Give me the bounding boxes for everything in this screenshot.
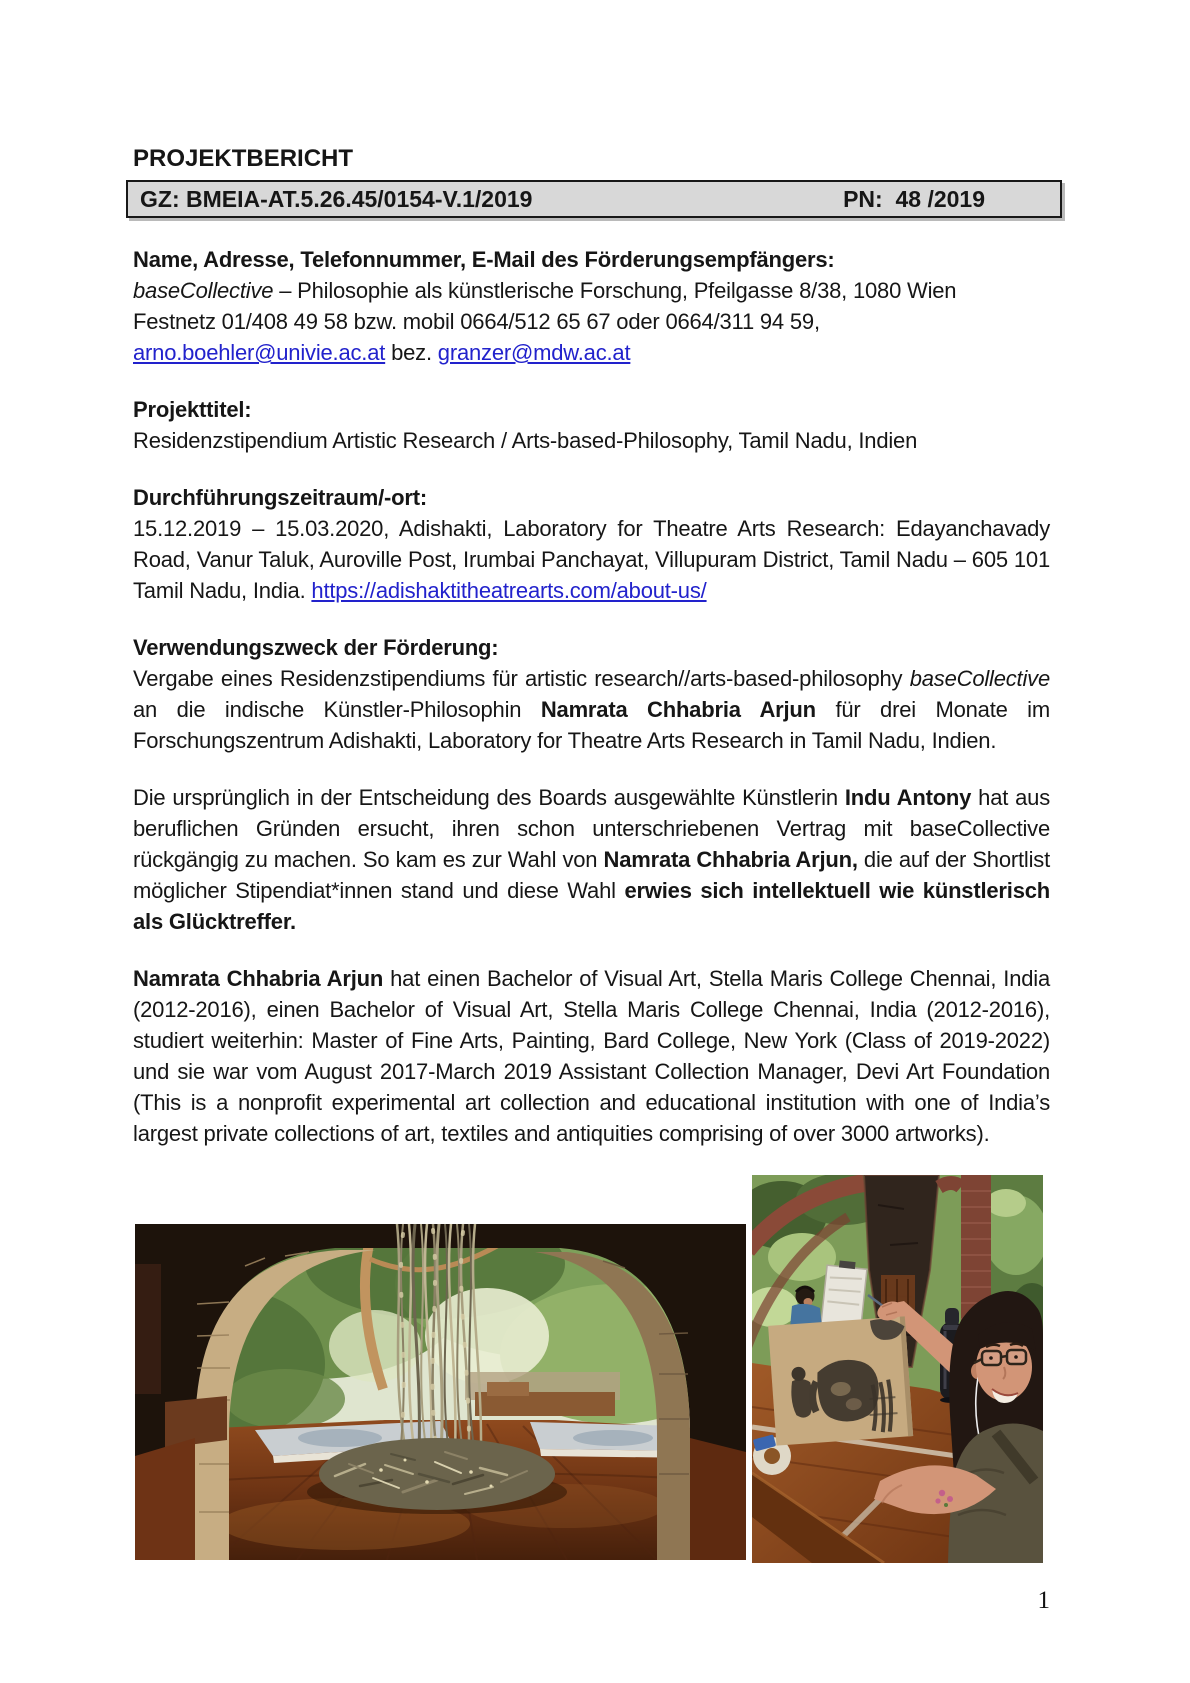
email-link-granzer[interactable]: granzer@mdw.ac.at — [437, 340, 631, 365]
purpose-heading: Verwendungszweck der Förderung: — [133, 635, 499, 660]
recipient-org: baseCollective — [133, 278, 274, 303]
recipient-heading: Name, Adresse, Telefonnummer, E-Mail des Förderungsempfängers: — [133, 247, 835, 272]
purpose-text: Vergabe eines Residenzstipendiums für artistic research//arts-based-philosophy baseCollective an die indische Künstler-Philosophin Namrata Chhabria Arjun für drei Monate im Forschungszentrum Adishakti, Laboratory for Theatre Arts Research in Tamil Nadu, Indien. — [133, 666, 1050, 753]
project-title-section — [133, 394, 1050, 456]
pn-number: PN: 48 /2019 — [843, 185, 985, 212]
change-section — [133, 782, 1050, 937]
project-title-heading: Projekttitel: — [133, 397, 252, 422]
gz-number: GZ: BMEIA-AT.5.26.45/0154-V.1/2019 — [140, 185, 533, 212]
project-title-text: Residenzstipendium Artistic Research / Arts-based-Philosophy, Tamil Nadu, Indien — [133, 428, 918, 453]
sculpture-photo-art — [135, 1224, 746, 1560]
bio-text: Namrata Chhabria Arjun hat einen Bachelor of Visual Art, Stella Maris College Chennai, India (2012-2016), einen Bachelor of Visual Art, Stella Maris College Chennai, India (2012-2016), studiert weiterhin: Master of Fine Arts, Painting, Bard College, New York (Class of 2019-2022) und sie war vom August 2017-March 2019 Assistant Collection Manager, Devi Art Foundation (This is a nonprofit experimental art collection and educational institution with one of India’s largest private collections of art, textiles and antiquities comprising of over 3000 artworks). — [133, 966, 1050, 1146]
period-text: 15.12.2019 – 15.03.2020, Adishakti, Laboratory for Theatre Arts Research: Edayanchavady Road, Vanur Taluk, Auroville Post, Irumbai Panchayat, Villupuram District, Tamil Nadu – 605 101 Tamil Nadu, India. https://adishaktitheatrearts.com/about-us/ — [133, 516, 1050, 603]
artist-photo — [752, 1175, 1043, 1563]
previous-artist-name: Indu Antony — [844, 785, 972, 810]
reference-box — [126, 180, 1062, 218]
artist-name: Namrata Chhabria Arjun — [540, 697, 816, 722]
period-heading: Durchführungszeitraum/-ort: — [133, 485, 428, 510]
email-link-arno[interactable]: arno.boehler@univie.ac.at — [133, 340, 386, 365]
purpose-section — [133, 632, 1050, 756]
recipient-phone: Festnetz 01/408 49 58 bzw. mobil 0664/512 65 67 oder 0664/311 94 59, — [133, 309, 820, 334]
photo-row — [133, 1175, 1050, 1565]
bio-section — [133, 963, 1050, 1149]
page-number: 1 — [1037, 1587, 1050, 1614]
recipient-section — [133, 244, 1050, 368]
sculpture-photo — [135, 1224, 746, 1560]
page-title: PROJEKTBERICHT — [133, 145, 354, 172]
recipient-text: baseCollective – Philosophie als künstlerische Forschung, Pfeilgasse 8/38, 1080 Wien Festnetz 01/408 49 58 bzw. mobil 0664/512 65 67 oder 0664/311 94 59, arno.boehler@univie.ac.at bez. granzer@mdw.ac.at — [133, 278, 957, 365]
change-text: Die ursprünglich in der Entscheidung des Boards ausgewählte Künstlerin Indu Antony hat aus beruflichen Gründen ersucht, ihren schon unterschriebenen Vertrag mit baseCollective rückgängig zu machen. So kam es zur Wahl von Namrata Chhabria Arjun, die auf der Shortlist möglicher Stipendiat*innen stand und diese Wahl erwies sich intellektuell wie künstlerisch als Glücktreffer. — [133, 785, 1051, 934]
period-section — [133, 482, 1050, 606]
artist-photo-art — [752, 1175, 1043, 1563]
adishakti-link[interactable]: https://adishaktitheatrearts.com/about-us/ — [311, 578, 707, 603]
